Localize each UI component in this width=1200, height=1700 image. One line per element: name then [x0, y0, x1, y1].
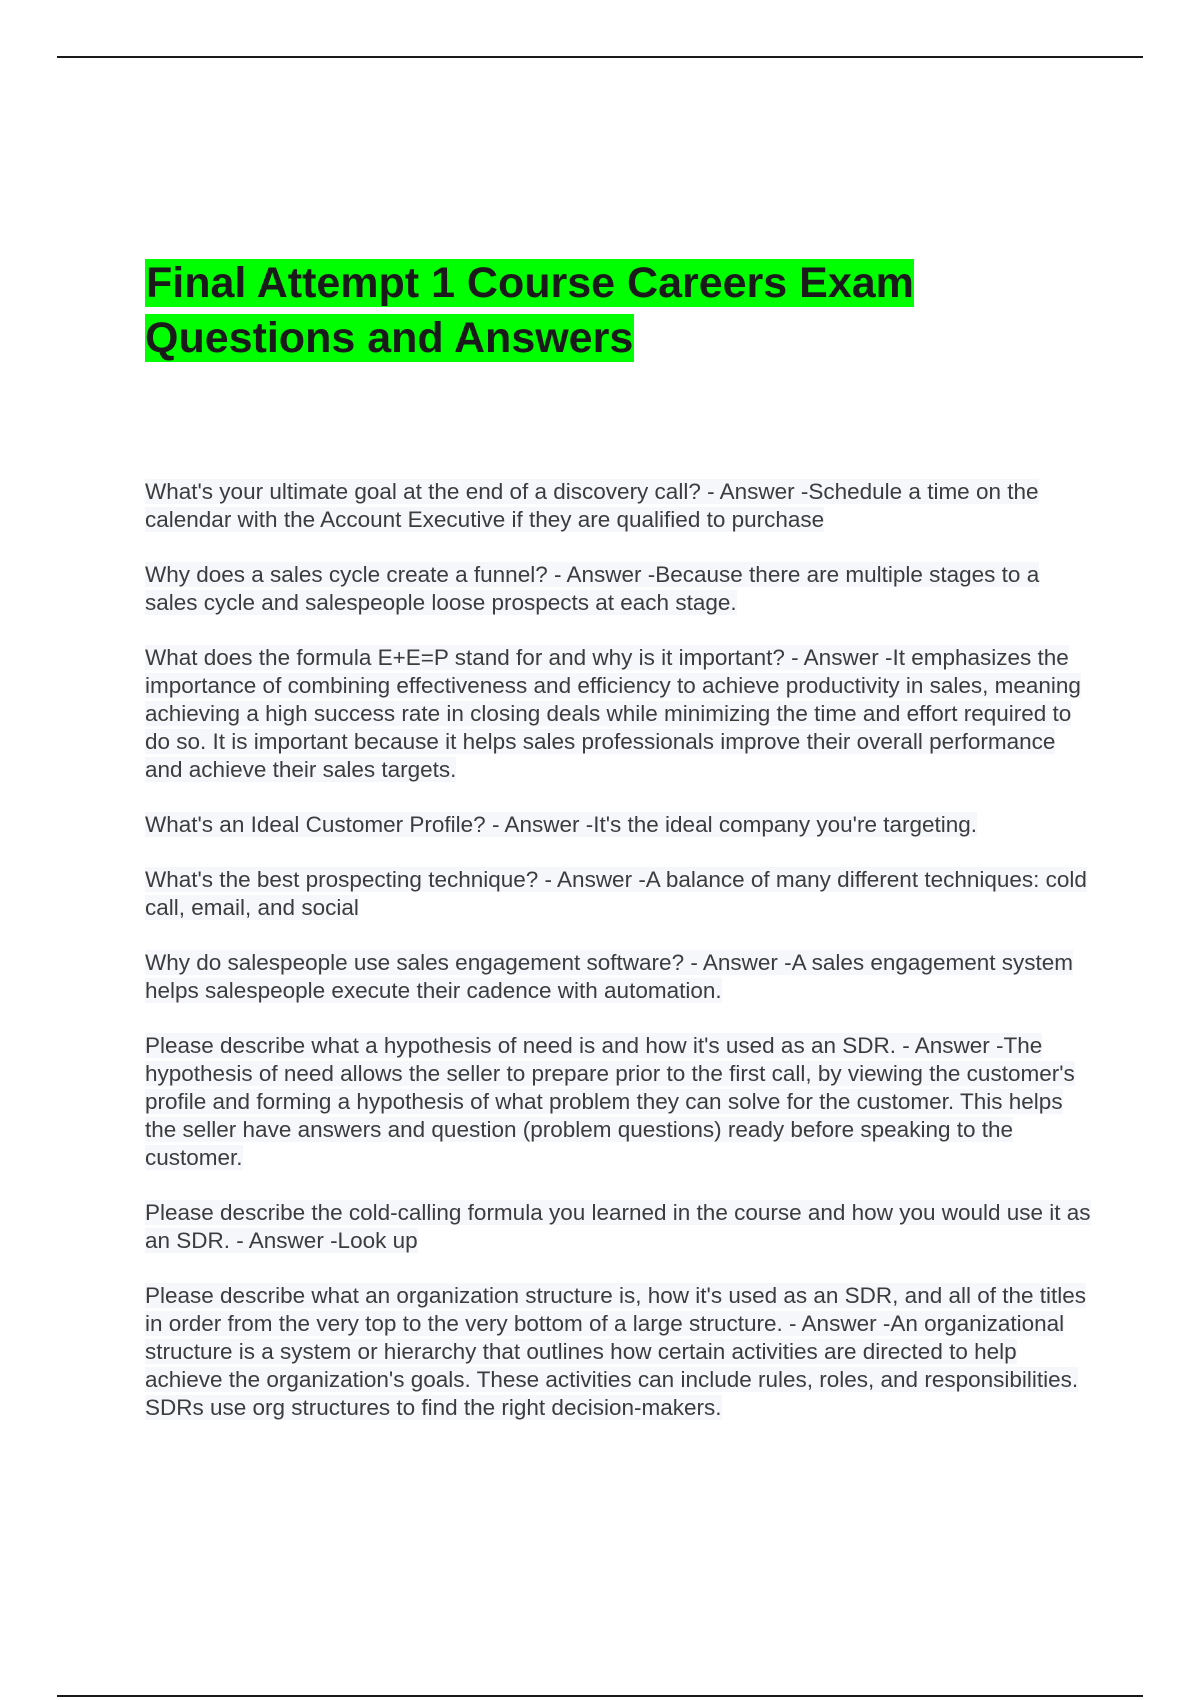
qa-list: [145, 478, 1095, 1449]
qa-item: What does the formula E+E=P stand for and why is it important? - Answer -It emphasizes the importance of combining effectiveness and efficiency to achieve productivity in sales, meaning achieving a high success rate in closing deals while minimizing the time and effort required to do so. It is important because it helps sales professionals improve their overall performance and achieve their sales targets.: [145, 645, 1081, 782]
qa-item: Why does a sales cycle create a funnel? - Answer -Because there are multiple stages to a sales cycle and salespeople loose prospects at each stage.: [145, 562, 1040, 615]
qa-item: Please describe what a hypothesis of need is and how it's used as an SDR. - Answer -The hypothesis of need allows the seller to prepare prior to the first call, by viewing the customer's profile and forming a hypothesis of what problem they can solve for the customer. This helps the seller have answers and question (problem questions) ready before speaking to the customer.: [145, 1033, 1075, 1170]
qa-item: What's your ultimate goal at the end of a discovery call? - Answer -Schedule a time on the calendar with the Account Executive if they are qualified to purchase: [145, 479, 1039, 532]
title-highlight: Final Attempt 1 Course Careers Exam Questions and Answers: [145, 259, 914, 362]
qa-item: Please describe what an organization structure is, how it's used as an SDR, and all of the titles in order from the very top to the very bottom of a large structure. - Answer -An organizational structure is a system or hierarchy that outlines how certain activities are directed to help achieve the organization's goals. These activities can include rules, roles, and responsibilities. SDRs use org structures to find the right decision-makers.: [145, 1283, 1087, 1420]
qa-item: What's the best prospecting technique? - Answer -A balance of many different techniques: cold call, email, and social: [145, 867, 1087, 920]
footer-rule: [57, 1695, 1143, 1697]
qa-item: Why do salespeople use sales engagement software? - Answer -A sales engagement system helps salespeople execute their cadence with automation.: [145, 950, 1074, 1003]
header-rule: [57, 56, 1143, 58]
document-title: [145, 256, 1085, 366]
qa-item: What's an Ideal Customer Profile? - Answer -It's the ideal company you're targeting.: [145, 812, 978, 837]
qa-item: Please describe the cold-calling formula you learned in the course and how you would use it as an SDR. - Answer -Look up: [145, 1200, 1091, 1253]
